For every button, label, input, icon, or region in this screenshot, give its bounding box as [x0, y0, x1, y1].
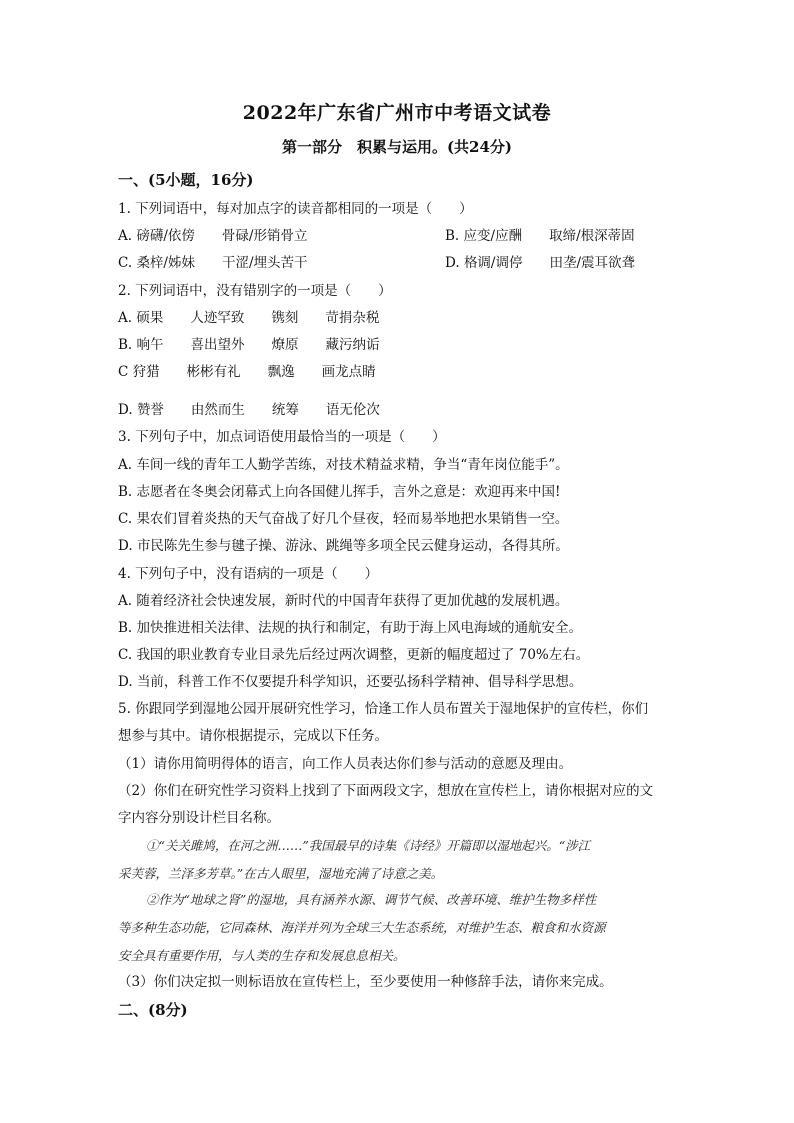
passage-2-line1: ②作为“地球之肾”的湿地，具有涵养水源、调节气候、改善环境、维护生物多样性 — [146, 892, 597, 907]
option-label: A. — [118, 228, 133, 244]
option-words: 桑梓/姊妹 干涩/埋头苦干 — [136, 255, 308, 271]
option-label: B. — [118, 484, 133, 500]
option-label: B. — [445, 228, 460, 244]
option-label: A. — [118, 310, 133, 326]
option-label: C. — [118, 511, 133, 527]
q2-option-d — [118, 400, 380, 420]
option-text: 志愿者在冬奥会闭幕式上向各国健儿挥手，言外之意是：欢迎再来中国! — [136, 484, 561, 500]
option-label: A. — [118, 593, 133, 609]
option-text: 车间一线的青年工人勤学苦练，对技术精益求精，争当“青年岗位能手”。 — [136, 457, 569, 473]
option-words: 格调/调停 田垄/震耳欲聋 — [463, 255, 636, 271]
question-5-stem-line2: 想参与其中。请你根据提示，完成以下任务。 — [118, 728, 388, 744]
q3-option-b — [118, 482, 560, 502]
option-label: C. — [118, 647, 133, 663]
q2-option-c — [118, 362, 376, 382]
option-text: 随着经济社会快速发展，新时代的中国青年获得了更加优越的发展机遇。 — [136, 593, 569, 609]
option-text: 加快推进相关法律、法规的执行和制定，有助于海上风电海域的通航安全。 — [136, 620, 583, 636]
q4-option-b — [118, 618, 582, 638]
option-label: B. — [118, 620, 133, 636]
passage-2-line2: 等多种生态功能，它同森林、海洋并列为全球三大生态系统，对维护生态、粮食和水资源 — [118, 920, 606, 935]
option-words: 磅礴/依傍 骨碌/形销骨立 — [136, 228, 308, 244]
question-5-stem-line1: 5. 你跟同学到湿地公园开展研究性学习，恰逢工作人员布置关于湿地保护的宣传栏，你们 — [118, 701, 649, 717]
q4-option-d — [118, 672, 582, 692]
q3-option-c — [118, 509, 568, 529]
q4-option-a — [118, 591, 568, 611]
q3-option-a — [118, 455, 569, 475]
section-one-heading: 一、(5小题，16分) — [118, 171, 254, 189]
option-words: 赞誉 由然而生 统筹 语无伦次 — [136, 402, 380, 418]
option-label: D. — [118, 674, 133, 690]
option-label: C. — [118, 255, 133, 271]
option-words: 应变/应酬 取缔/根深蒂固 — [463, 228, 635, 244]
q5-task-2-line1: （2）你们在研究性学习资料上找到了下面两段文字，想放在宣传栏上，请你根据对应的文 — [118, 783, 654, 799]
q3-option-d — [118, 536, 569, 556]
q4-option-c — [118, 645, 589, 665]
q1-option-b — [445, 226, 635, 246]
q1-option-c — [118, 253, 308, 273]
question-4-stem: 4. 下列句子中，没有语病的一项是（ ） — [118, 566, 379, 582]
option-text: 果农们冒着炎热的天气奋战了好几个昼夜，轻而易举地把水果销售一空。 — [136, 511, 569, 527]
option-label: C — [118, 364, 129, 380]
option-label: B. — [118, 337, 133, 353]
option-label: D. — [118, 402, 133, 418]
passage-1-line2: 采芙蓉，兰泽多芳草。”在古人眼里，湿地充满了诗意之美。 — [118, 866, 444, 881]
q2-option-a — [118, 308, 379, 328]
q5-task-1: （1）请你用简明得体的语言，向工作人员表达你们参与活动的意愿及理由。 — [118, 756, 573, 772]
option-text: 市民陈先生参与毽子操、游泳、跳绳等多项全民云健身运动，各得其所。 — [136, 538, 569, 554]
option-words: 响午 喜出望外 燎原 藏污纳诟 — [136, 337, 380, 353]
passage-1-line1: ①“关关雎鸠，在河之洲……”我国最早的诗集《诗经》开篇即以湿地起兴。“涉江 — [146, 838, 591, 853]
option-text: 当前，科普工作不仅要提升科学知识，还要弘扬科学精神、倡导科学思想。 — [136, 674, 583, 690]
option-label: A. — [118, 457, 133, 473]
exam-title: 2022年广东省广州市中考语文试卷 — [242, 102, 552, 124]
q5-passage-1 — [118, 832, 678, 888]
q1-option-a — [118, 226, 307, 246]
q5-task-3: （3）你们决定拟一则标语放在宣传栏上，至少要使用一种修辞手法，请你来完成。 — [118, 974, 613, 990]
q5-passage-2 — [118, 886, 678, 970]
question-1-stem: 1. 下列词语中，每对加点字的读音都相同的一项是（ ） — [118, 201, 473, 217]
q2-option-b — [118, 335, 380, 355]
passage-2-line3: 安全具有重要作用，与人类的生存和发展息息相关。 — [118, 948, 406, 963]
option-label: D. — [118, 538, 133, 554]
part-subtitle: 第一部分 积累与运用。(共24分) — [281, 138, 513, 156]
option-text: 我国的职业教育专业目录先后经过两次调整，更新的幅度超过了 70%左右。 — [136, 647, 590, 663]
option-words: 硕果 人迹罕致 镌刻 苛捐杂税 — [136, 310, 380, 326]
q1-option-d — [445, 253, 635, 273]
question-2-stem: 2. 下列词语中，没有错别字的一项是（ ） — [118, 283, 392, 299]
section-two-heading: 二、(8分) — [118, 1001, 188, 1019]
option-words: 狩猎 彬彬有礼 飘逸 画龙点睛 — [132, 364, 376, 380]
q5-task-2-line2: 字内容分别设计栏目名称。 — [118, 810, 280, 826]
question-3-stem: 3. 下列句子中，加点词语使用最恰当的一项是（ ） — [118, 429, 446, 445]
option-label: D. — [445, 255, 460, 271]
